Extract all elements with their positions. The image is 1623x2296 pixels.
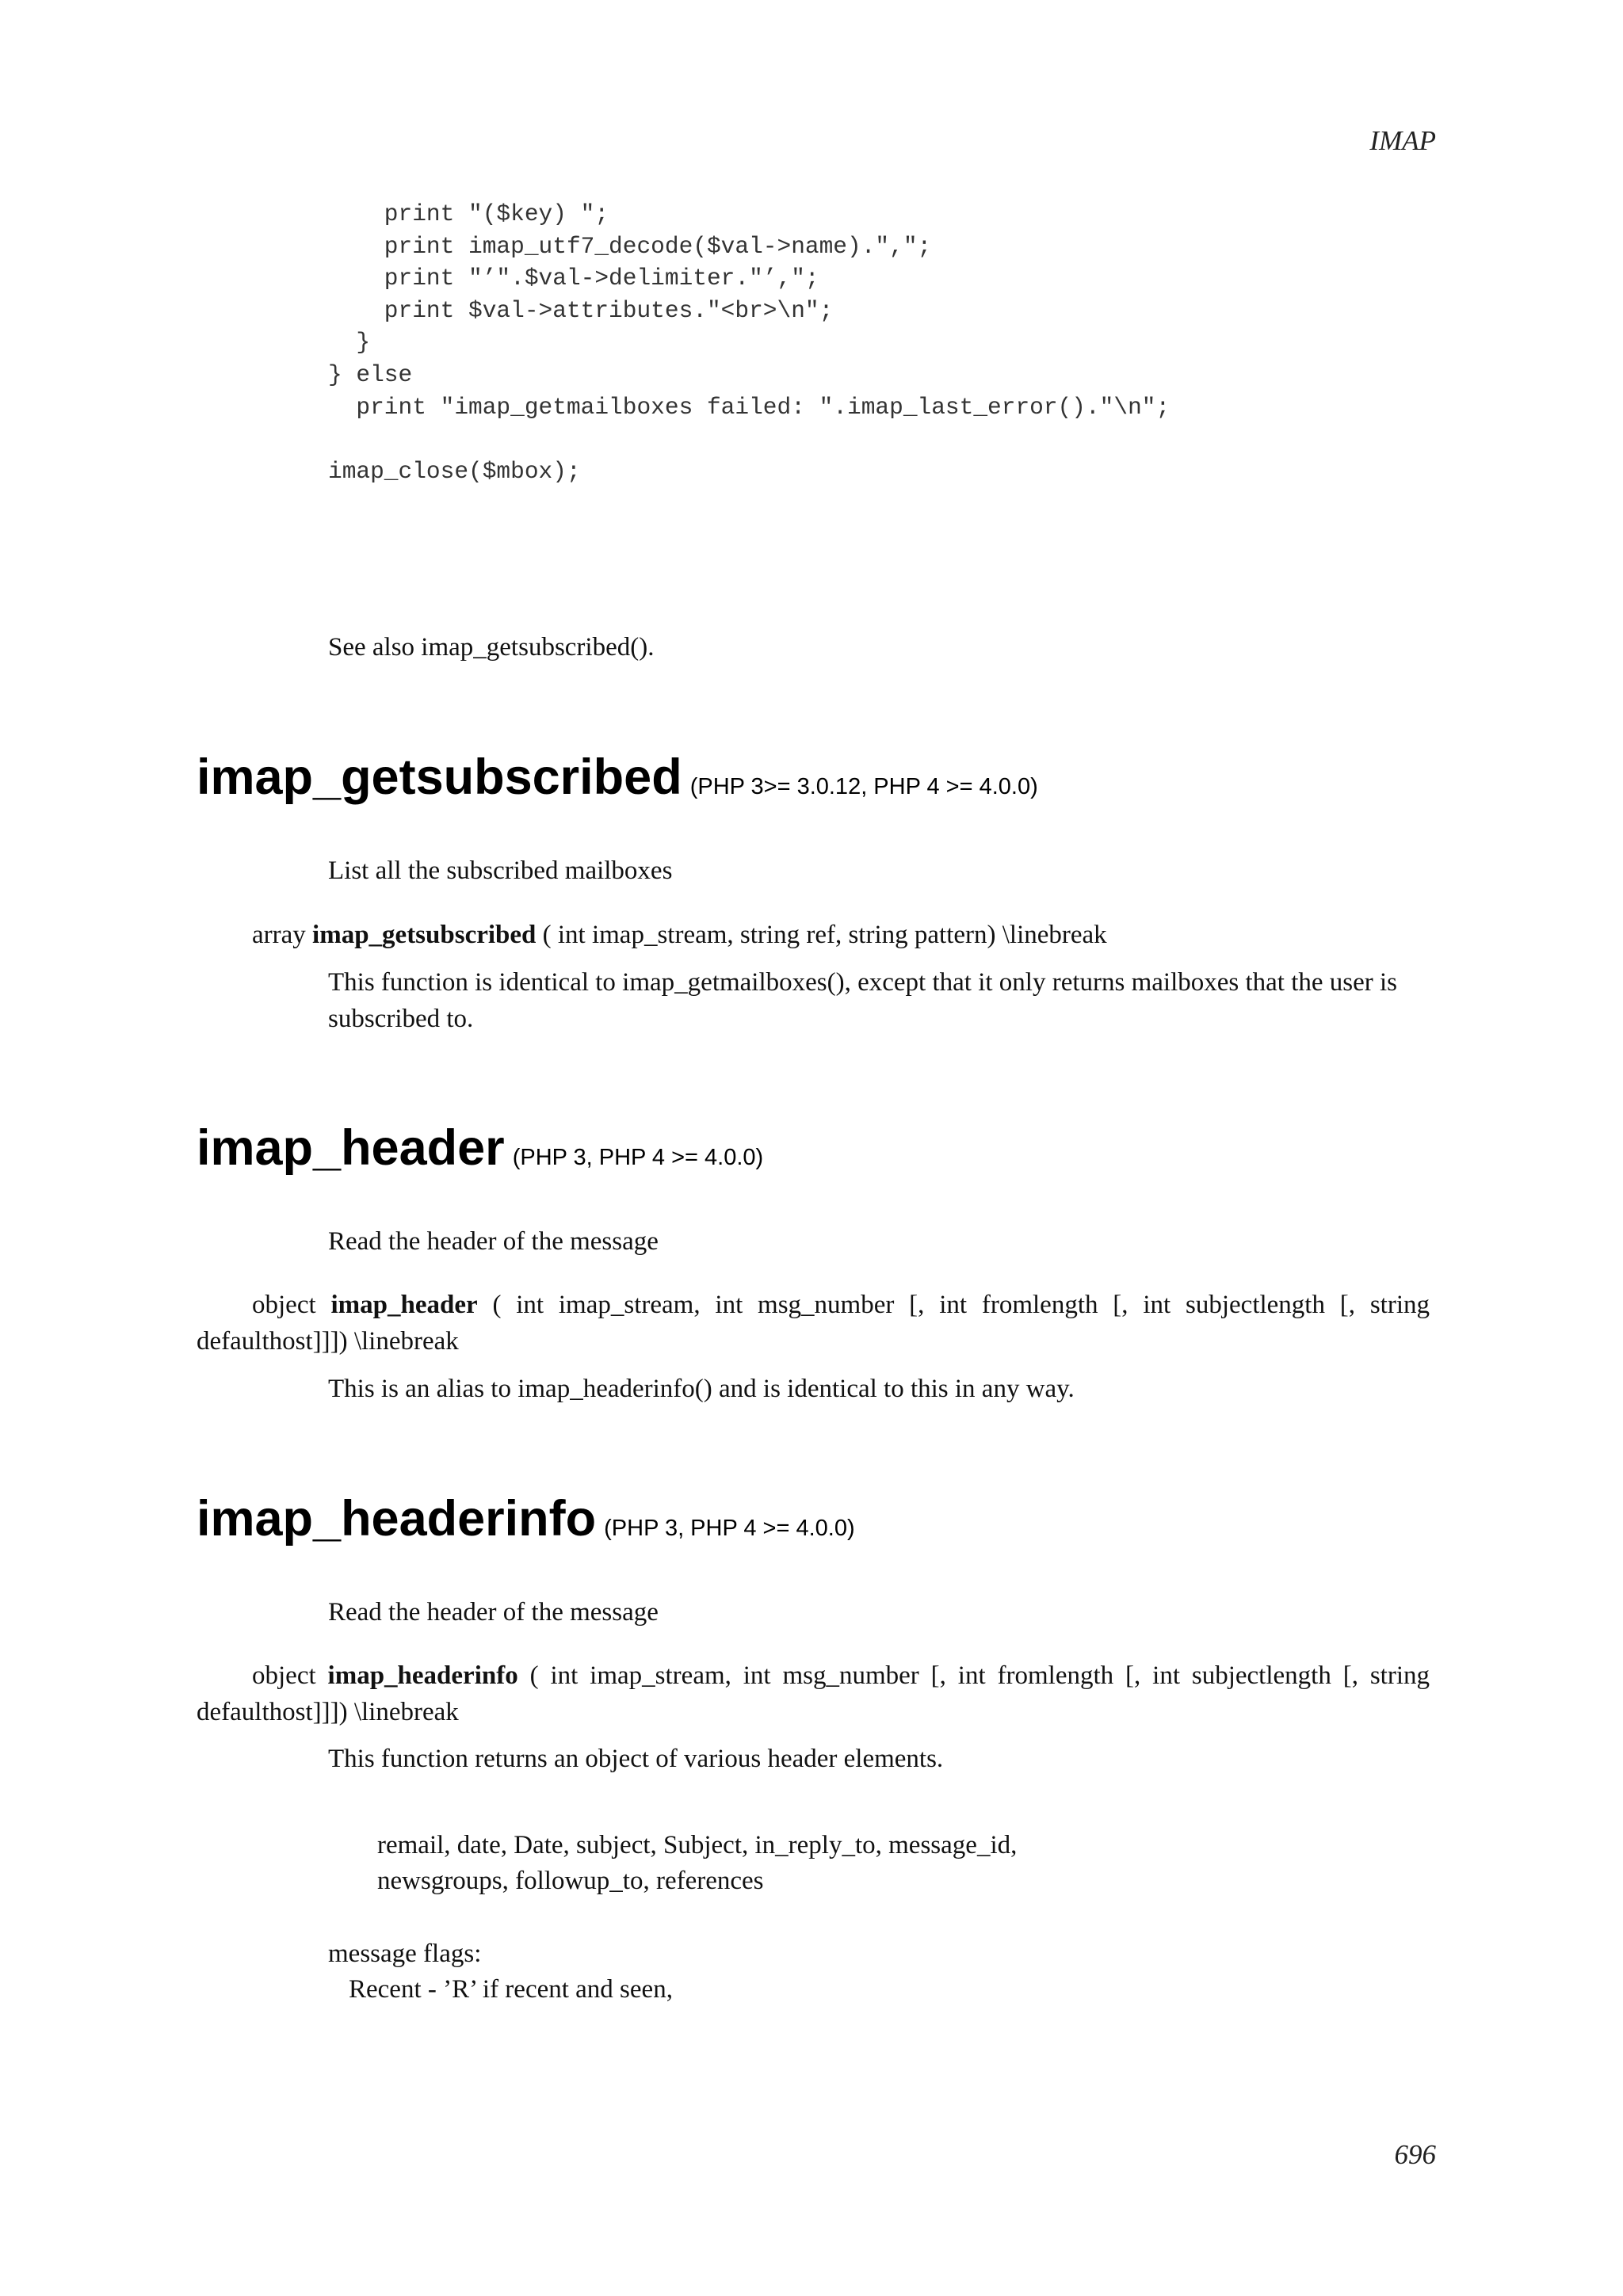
code-line: imap_close($mbox); xyxy=(328,457,581,485)
see-also-text: See also imap_getsubscribed(). xyxy=(328,633,655,662)
version-info: (PHP 3>= 3.0.12, PHP 4 >= 4.0.0) xyxy=(689,774,1038,799)
signature-args: ( int imap_stream, string ref, string pattern) \linebreak xyxy=(542,921,1107,949)
function-signature xyxy=(197,1287,1430,1360)
header-fields-line: newsgroups, followup_to, references xyxy=(377,1867,764,1895)
running-head: IMAP xyxy=(1369,125,1436,156)
description-text: This is an alias to imap_headerinfo() and is identical to this in any way. xyxy=(328,1375,1075,1403)
signature-args: ( int imap_stream, int msg_number [, int fromlength [, int subjectlength [, string defaulthost]]]) \linebreak xyxy=(197,1661,1430,1726)
signature-function-name: imap_headerinfo xyxy=(327,1661,518,1690)
flags-label: message flags: xyxy=(328,1939,482,1968)
signature-function-name: imap_getsubscribed xyxy=(312,921,537,949)
header-fields-line: remail, date, Date, subject, Subject, in_reply_to, message_id, xyxy=(377,1831,1018,1859)
signature-function-name: imap_header xyxy=(330,1291,478,1319)
section-heading-imap-headerinfo xyxy=(197,1491,855,1556)
description-text: This function is identical to imap_getmailboxes(), except that it only returns mailboxes that the user is subscribed to. xyxy=(328,968,1398,1033)
code-line: } xyxy=(328,329,371,357)
function-name: imap_headerinfo xyxy=(197,1491,597,1547)
flags-recent: Recent - ’R’ if recent and seen, xyxy=(349,1975,673,2004)
function-signature xyxy=(197,1657,1430,1730)
code-line: print $val->attributes."<br>\n"; xyxy=(328,296,834,324)
function-signature xyxy=(197,917,1430,953)
version-info: (PHP 3, PHP 4 >= 4.0.0) xyxy=(512,1145,764,1170)
page-number: 696 xyxy=(1394,2139,1436,2170)
version-info: (PHP 3, PHP 4 >= 4.0.0) xyxy=(604,1516,855,1541)
code-line: print "($key) "; xyxy=(328,200,609,227)
description-text: This function returns an object of various header elements. xyxy=(328,1745,944,1773)
purpose-text: Read the header of the message xyxy=(328,1598,659,1627)
return-type: object xyxy=(252,1661,316,1690)
return-type: object xyxy=(252,1291,316,1319)
return-type: array xyxy=(252,921,306,949)
purpose-text: Read the header of the message xyxy=(328,1227,659,1256)
signature-args: ( int imap_stream, int msg_number [, int fromlength [, int subjectlength [, string defaulthost]]]) \linebreak xyxy=(197,1291,1430,1356)
code-line: print "imap_getmailboxes failed: ".imap_last_error()."\n"; xyxy=(328,393,1170,421)
code-example xyxy=(328,198,1170,487)
code-line: print "’".$val->delimiter."’,"; xyxy=(328,265,819,292)
section-heading-imap-getsubscribed xyxy=(197,749,1038,814)
section-heading-imap-header xyxy=(197,1120,763,1185)
function-name: imap_getsubscribed xyxy=(197,749,682,805)
function-name: imap_header xyxy=(197,1120,505,1176)
code-line: } else xyxy=(328,360,413,388)
code-line: print imap_utf7_decode($val->name).","; xyxy=(328,232,932,260)
purpose-text: List all the subscribed mailboxes xyxy=(328,856,673,885)
